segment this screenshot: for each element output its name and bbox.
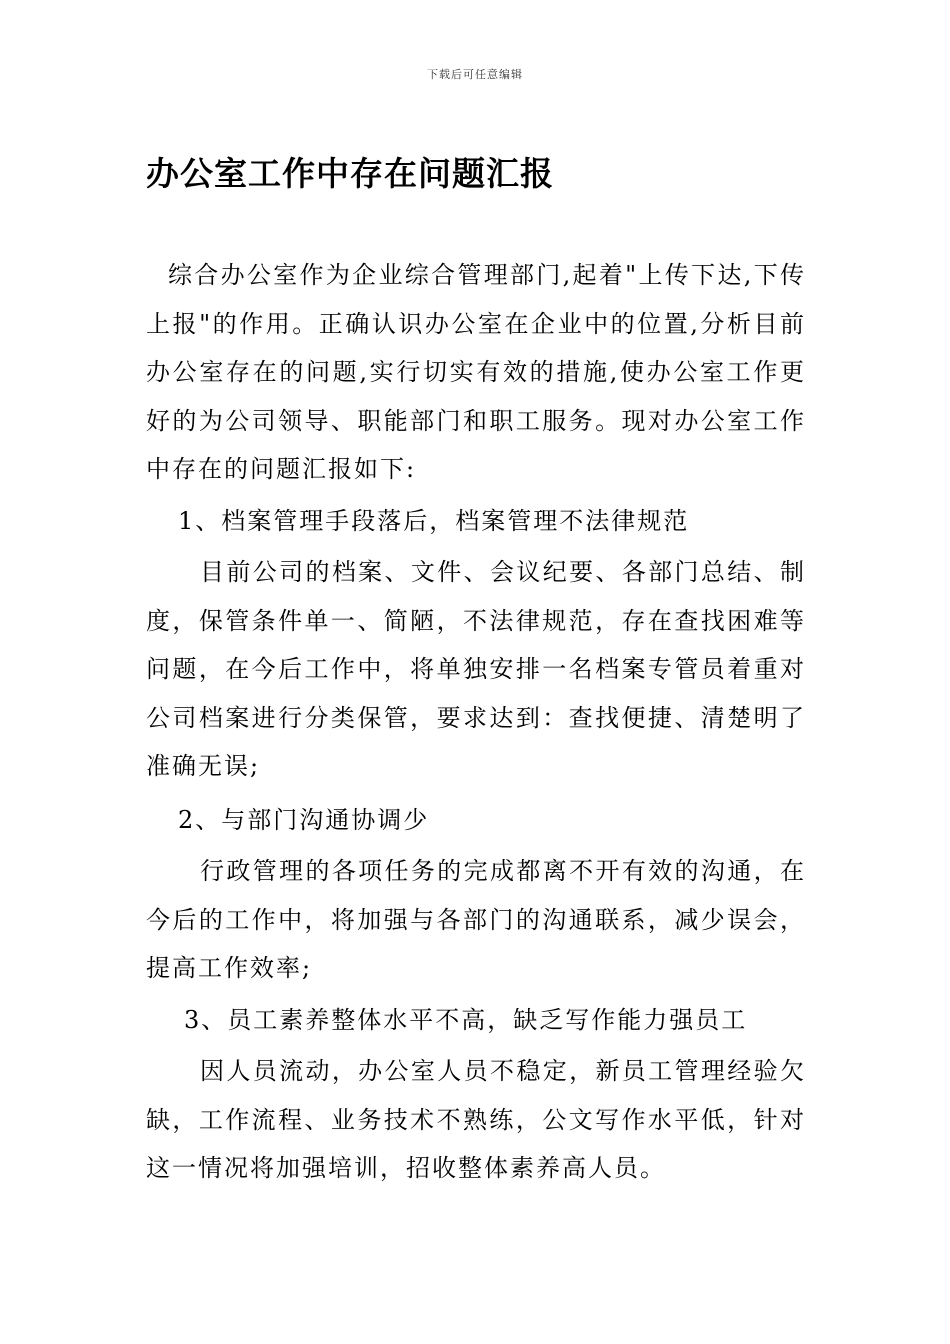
section-body-1: 目前公司的档案、文件、会议纪要、各部门总结、制度，保管条件单一、简陋，不法律规范，存在查找困难等问题，在今后工作中，将单独安排一名档案专管员着重对公司档案进行分类保管，要求达到：查找便捷、清楚明了准确无误;	[146, 558, 806, 780]
section-heading-1: 1、档案管理手段落后，档案管理不法律规范	[178, 507, 690, 535]
section-heading-3: 3、员工素养整体水平不高，缺乏写作能力强员工	[184, 1006, 748, 1034]
section-body-2: 行政管理的各项任务的完成都离不开有效的沟通，在今后的工作中，将加强与各部门的沟通联系，减少误会，提高工作效率;	[146, 857, 806, 982]
section-body-3: 因人员流动，办公室人员不稳定，新员工管理经验欠缺，工作流程、业务技术不熟练，公文写作水平低，针对这一情况将加强培训，招收整体素养高人员。	[146, 1057, 806, 1182]
document-title: 办公室工作中存在问题汇报	[146, 154, 554, 193]
section-heading-2: 2、与部门沟通协调少	[178, 806, 430, 834]
intro-paragraph: 综合办公室作为企业综合管理部门,起着"上传下达,下传上报"的作用。正确认识办公室在企业中的位置,分析目前办公室存在的问题,实行切实有效的措施,使办公室工作更好的为公司领导、职能部门和职工服务。现对办公室工作中存在的问题汇报如下:	[146, 261, 806, 483]
header-note: 下载后可任意编辑	[427, 68, 523, 81]
